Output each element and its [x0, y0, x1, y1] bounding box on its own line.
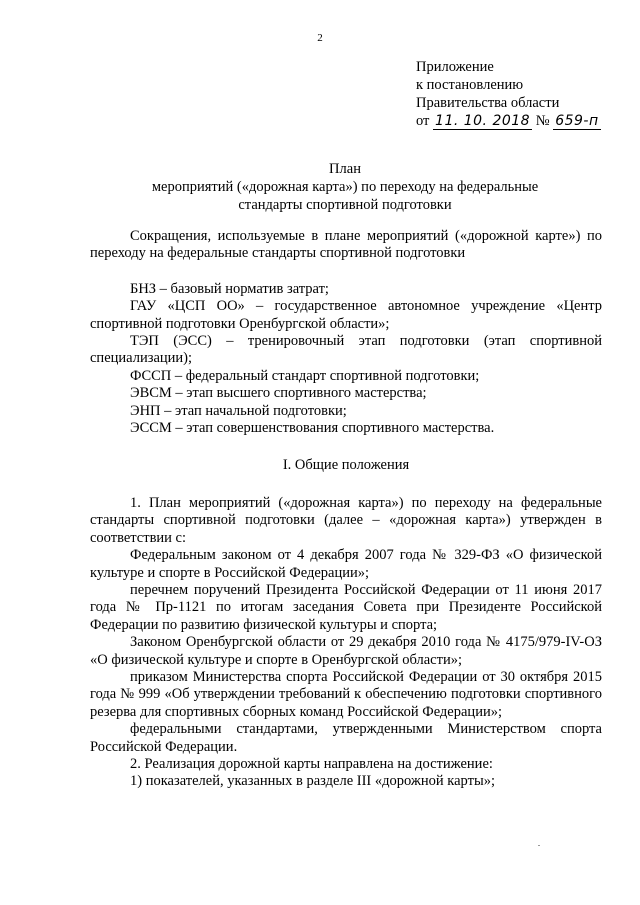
- number-prefix: №: [535, 113, 550, 129]
- section-title: I. Общие положения: [282, 457, 410, 474]
- plan-subtitle-line2: стандарты спортивной подготовки: [238, 197, 452, 213]
- plan-subtitle-line1: мероприятий («дорожная карта») по переходу на федеральные: [151, 179, 539, 195]
- handwritten-date: 11. 10. 2018: [435, 113, 531, 129]
- abbreviation-item: ЭВСМ – этап высшего спортивного мастерства;: [130, 385, 427, 402]
- paragraph: 2. Реализация дорожной карты направлена на достижение:: [130, 755, 493, 772]
- appendix-title: Приложение: [416, 59, 494, 75]
- abbreviation-item: БНЗ – базовый норматив затрат;: [130, 280, 329, 297]
- appendix-resolution: к постановлению: [416, 77, 524, 93]
- paragraph: приказом Министерства спорта Российской Федерации от 30 октября 2015 года № 999 «Об утверждении требований к обеспечению подготовки спортивного резерва для спортивных сборных команд Российской Федерации»;: [90, 668, 602, 720]
- paragraph: перечнем поручений Президента Российской Федерации от 11 июня 2017 года № Пр-1121 по итогам заседания Совета при Президенте Российской Федерации по развитию физической культуры и спорта;: [90, 581, 602, 633]
- paragraph: Законом Оренбургской области от 29 декабря 2010 года № 4175/979-IV-ОЗ «О физической культуре и спорте в Оренбургской области»;: [90, 634, 602, 668]
- plan-title: План: [329, 161, 361, 177]
- abbreviation-item: ГАУ «ЦСП ОО» – государственное автономное учреждение «Центр спортивной подготовки Оренбургской области»;: [90, 298, 602, 332]
- paragraph: федеральными стандартами, утвержденными Министерством спорта Российской Федерации.: [90, 721, 602, 755]
- appendix-block: [416, 58, 601, 130]
- page-number: 2: [317, 32, 323, 44]
- paragraph: 1. План мероприятий («дорожная карта») по переходу на федеральные стандарты спортивной подготовки (далее – «дорожная карта») утвержден в соответствии с:: [90, 494, 602, 546]
- date-prefix: от: [416, 113, 430, 129]
- abbreviation-item: ФССП – федеральный стандарт спортивной подготовки;: [130, 367, 480, 384]
- paragraph: 1) показателей, указанных в разделе III «дорожной карты»;: [130, 773, 495, 790]
- abbreviation-item: ТЭП (ЭСС) – тренировочный этап подготовки (этап спортивной специализации);: [90, 333, 602, 367]
- scan-dot: [538, 845, 540, 846]
- document-body: [90, 228, 602, 791]
- handwritten-number: 659-п: [555, 113, 599, 129]
- abbreviation-item: ЭНП – этап начальной подготовки;: [130, 402, 347, 419]
- abbreviation-item: ЭССМ – этап совершенствования спортивного мастерства.: [130, 420, 495, 437]
- paragraph: Федеральным законом от 4 декабря 2007 года № 329-ФЗ «О физической культуре и спорте в Российской Федерации»;: [90, 547, 602, 581]
- appendix-government: Правительства области: [416, 95, 560, 111]
- appendix-date-line: [416, 112, 601, 130]
- abbreviations-intro: Сокращения, используемые в плане мероприятий («дорожной карте») по переходу на федеральные стандарты спортивной подготовки: [90, 228, 602, 262]
- plan-heading: [90, 160, 600, 214]
